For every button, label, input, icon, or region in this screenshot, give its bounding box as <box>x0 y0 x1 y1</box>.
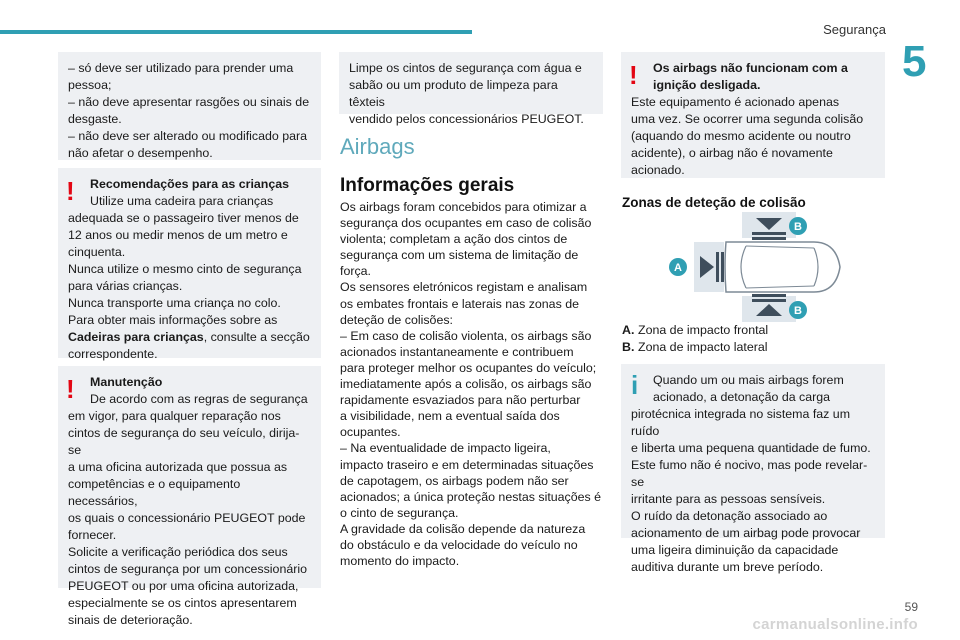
box-line: O ruído da detonação associado ao <box>631 509 828 523</box>
body-line: segurança dos ocupantes em caso de colisão <box>340 216 592 231</box>
body-line: de capotagem, os airbags podem não ser <box>340 473 569 488</box>
ignition-warning-box <box>621 52 885 178</box>
body-line: – Na eventualidade de impacto ligeira, <box>340 441 551 456</box>
impact-bar <box>752 232 786 235</box>
box-line: PEUGEOT ou por uma oficina autorizada, <box>68 579 299 593</box>
body-line: Os airbags foram concebidos para otimizar a <box>340 200 587 214</box>
box-line: cinquenta. <box>68 245 126 259</box>
box-line <box>68 329 311 346</box>
box-line: Para obter mais informações sobre as <box>68 313 278 327</box>
body-line: do obstáculo e da velocidade do veículo no <box>340 537 578 552</box>
impact-bar <box>752 294 786 297</box>
body-line: impacto traseiro e em determinadas situações <box>340 457 594 472</box>
box-line: acionado, a detonação da carga <box>653 390 831 404</box>
box-line: Nunca utilize o mesmo cinto de segurança <box>68 262 302 276</box>
box-line: Solicite a verificação periódica dos seus <box>68 545 288 559</box>
box-line: para várias crianças. <box>68 279 183 293</box>
box-line: Utilize uma cadeira para crianças <box>90 194 274 208</box>
subsection-heading: Informações gerais <box>340 175 515 196</box>
body-line: acionados instantaneamente e contribuem <box>340 344 574 359</box>
box-line: acionado. <box>631 163 685 177</box>
warning-title: Recomendações para as crianças <box>90 177 290 191</box>
info-i-icon: i <box>631 370 639 400</box>
box-line: pessoa; <box>68 78 112 92</box>
box-line: De acordo com as regras de segurança <box>90 392 308 406</box>
box-line: sinais de deterioração. <box>68 613 193 627</box>
car-outline <box>725 242 840 292</box>
box-line: cintos de segurança por um concessionário <box>68 562 307 576</box>
box-line: competências e o equipamento necessários, <box>68 477 241 508</box>
detection-zones-heading: Zonas de deteção de colisão <box>622 195 806 210</box>
body-line: momento do impacto. <box>340 554 460 569</box>
general-info-body <box>340 199 605 569</box>
body-line: segurança com um sistema de limitação de <box>340 248 579 263</box>
box-line: e liberta uma pequena quantidade de fumo. <box>631 441 871 455</box>
impact-bar <box>716 252 719 282</box>
page-number: 59 <box>904 600 918 614</box>
detonation-info-box <box>621 364 885 574</box>
box-line: pirotécnica integrada no sistema faz um ruído <box>631 407 851 438</box>
body-line: para proteger melhor os ocupantes do veículo; <box>340 360 597 375</box>
label-b: B <box>794 305 802 317</box>
warning-title: Os airbags não funcionam com a <box>653 61 848 75</box>
box-line: (aquando do mesmo acidente ou noutro <box>631 129 851 143</box>
header-title: Segurança <box>823 22 886 37</box>
box-line: acidente), o airbag não é novamente <box>631 146 833 160</box>
box-line: irritante para as pessoas sensíveis. <box>631 492 826 506</box>
body-line: violenta; completam a ação dos cintos de <box>340 232 568 247</box>
box-line: Quando um ou mais airbags forem <box>653 373 844 387</box>
chapter-number: 5 <box>902 37 927 86</box>
maintenance-warning-box <box>58 366 321 627</box>
collision-zones-diagram <box>664 212 854 322</box>
box-line: cintos de segurança do seu veículo, dirija-se <box>68 426 300 457</box>
body-line: acionados; a única proteção nestas situações é <box>340 489 602 504</box>
legend-text: Zona de impacto lateral <box>638 340 768 354</box>
seatbelt-conditions-box <box>58 52 321 160</box>
box-line: em vigor, para qualquer reparação nos <box>68 409 281 423</box>
watermark: carmanualsonline.info <box>752 616 918 633</box>
box-line: 12 anos ou medir menos de um metro e <box>68 228 288 242</box>
label-b: B <box>794 221 802 233</box>
box-line: não afetar o desempenho. <box>68 146 213 160</box>
warning-title: Manutenção <box>90 375 163 389</box>
box-line: Este fumo não é nocivo, mas pode revelar-se <box>631 458 868 489</box>
body-line: Os sensores eletrónicos registam e analisam <box>340 280 588 295</box>
diagram-legend <box>622 322 768 356</box>
box-line: correspondente. <box>68 347 158 361</box>
box-line: fornecer. <box>68 528 117 542</box>
box-line: a uma oficina autorizada que possua as <box>68 460 288 474</box>
body-line: a visibilidade, nem a eventual saída dos <box>340 409 560 424</box>
body-line: deteção de colisões: <box>340 312 453 327</box>
body-line: o cinto de segurança. <box>340 505 459 520</box>
box-line: uma vez. Se ocorrer uma segunda colisão <box>631 112 864 126</box>
body-line: ocupantes. <box>340 425 401 440</box>
exclamation-mark-icon: ! <box>66 176 75 206</box>
legend-item <box>622 339 768 356</box>
box-line: desgaste. <box>68 112 122 126</box>
box-line: uma ligeira diminuição da capacidade <box>631 543 839 557</box>
body-line: força. <box>340 264 371 279</box>
box-line: Este equipamento é acionado apenas <box>631 95 840 109</box>
box-line: auditiva durante um breve período. <box>631 560 824 574</box>
box-line: os quais o concessionário PEUGEOT pode <box>68 511 306 525</box>
label-a: A <box>674 262 682 274</box>
box-line: – não deve apresentar rasgões ou sinais de <box>68 95 310 109</box>
legend-key: B. <box>622 340 635 354</box>
body-line: os embates frontais e laterais nas zonas de <box>340 296 579 311</box>
impact-bar <box>721 252 724 282</box>
children-warning-box <box>58 168 321 361</box>
legend-key: A. <box>622 323 635 337</box>
body-line: A gravidade da colisão depende da natureza <box>340 521 586 536</box>
impact-bar <box>752 237 786 240</box>
cleaning-box <box>339 52 603 126</box>
ref-tail: , consulte a secção <box>203 330 310 344</box>
impact-bar <box>752 299 786 302</box>
box-line: Limpe os cintos de segurança com água e <box>349 61 582 75</box>
box-line: – só deve ser utilizado para prender uma <box>68 61 294 75</box>
legend-item <box>622 322 768 339</box>
box-line: vendido pelos concessionários PEUGEOT. <box>349 112 584 126</box>
section-title: Airbags <box>340 134 415 159</box>
box-line: sabão ou um produto de limpeza para têxteis <box>349 78 558 109</box>
header-accent-bar <box>0 30 472 34</box>
legend-text: Zona de impacto frontal <box>638 323 769 337</box>
box-line: adequada se o passageiro tiver menos de <box>68 211 299 225</box>
body-line: rapidamente esvaziados para não perturbar <box>340 393 581 408</box>
body-line: – Em caso de colisão violenta, os airbags são <box>340 328 592 343</box>
box-line: – não deve ser alterado ou modificado para <box>68 129 308 143</box>
exclamation-mark-icon: ! <box>629 60 638 90</box>
body-line: imediatamente após a colisão, os airbags são <box>340 377 592 392</box>
box-line: acionamento de um airbag pode provocar <box>631 526 861 540</box>
warning-title: ignição desligada. <box>653 78 761 92</box>
exclamation-mark-icon: ! <box>66 374 75 404</box>
box-line: Nunca transporte uma criança no colo. <box>68 296 281 310</box>
box-line: especialmente se os cintos apresentarem <box>68 596 297 610</box>
cross-reference-link[interactable]: Cadeiras para crianças <box>68 330 204 344</box>
